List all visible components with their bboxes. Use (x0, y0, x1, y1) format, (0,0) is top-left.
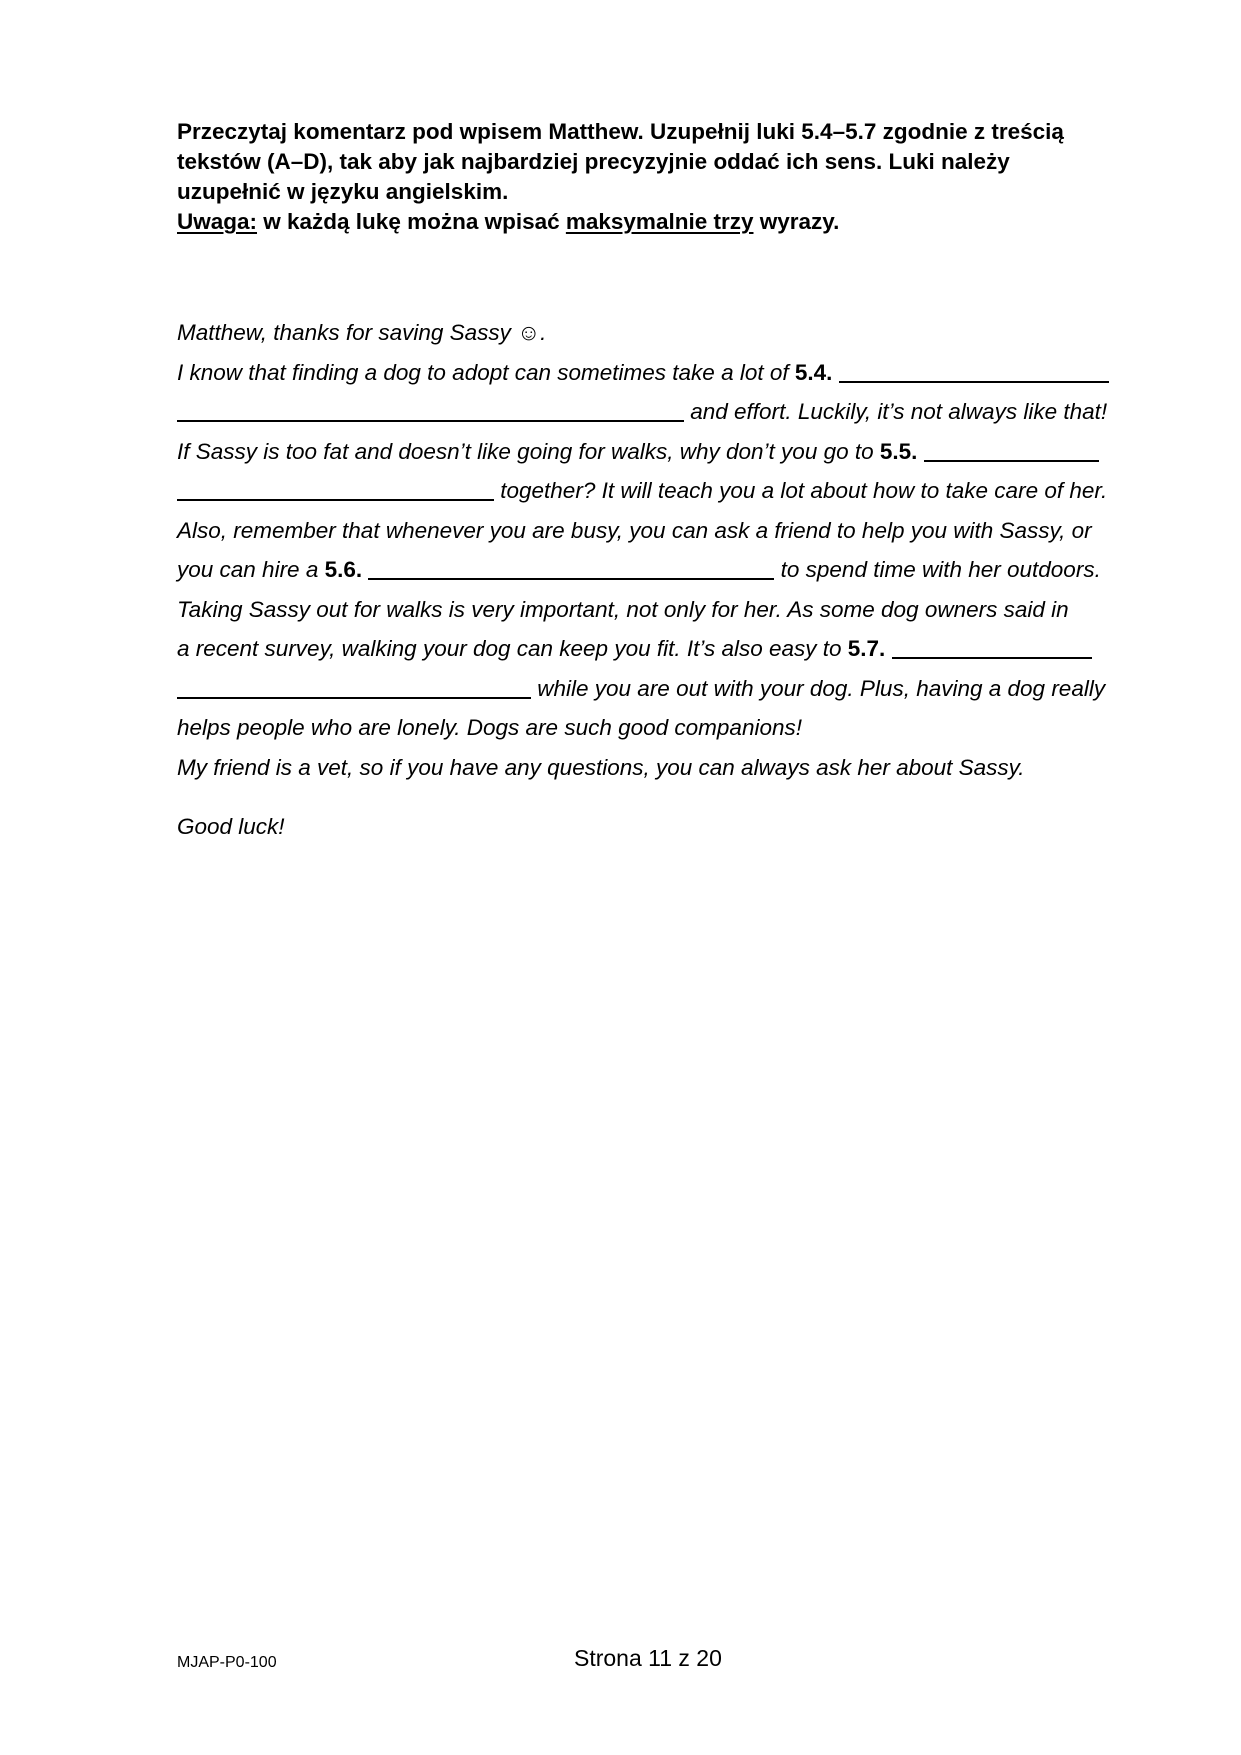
gap-label-5-4: 5.4. (794, 359, 833, 385)
answer-gap-5-7-continued[interactable] (177, 675, 531, 699)
answer-gap-5-6[interactable] (368, 556, 774, 580)
text-segment: If Sassy is too fat and doesn’t like going for walks, why don’t you go to (177, 438, 880, 464)
answer-gap-5-5[interactable] (924, 438, 1099, 462)
note-label: Uwaga: (177, 209, 258, 234)
comment-line (177, 353, 1127, 393)
comment-line (177, 629, 1127, 669)
text-segment: a recent survey, walking your dog can keep you fit. It’s also easy to (177, 636, 848, 661)
answer-gap-5-7[interactable] (892, 635, 1092, 659)
comment-line (177, 550, 1127, 590)
comment-line (177, 471, 1127, 511)
task-instructions (177, 117, 1117, 237)
note-emphasis: maksymalnie trzy (565, 209, 754, 234)
text-segment: to spend time with her outdoors. (774, 557, 1101, 582)
comment-line: helps people who are lonely. Dogs are such good companions! (177, 715, 802, 740)
comment-line: Taking Sassy out for walks is very important, not only for her. As some dog owners said in (177, 596, 1069, 622)
answer-gap-5-5-continued[interactable] (177, 477, 494, 501)
text-segment: you can hire a (177, 557, 325, 582)
text-segment: and effort. Luckily, it’s not always like that! (684, 399, 1108, 424)
text-segment: I know that finding a dog to adopt can sometimes take a lot of (177, 359, 795, 385)
note-text: w każdą lukę można wpisać (257, 209, 566, 234)
comment-signoff: Good luck! (177, 814, 285, 839)
comment-line: My friend is a vet, so if you have any questions, you can always ask her about Sassy. (177, 754, 1025, 780)
gap-label-5-7: 5.7. (847, 636, 886, 661)
comment-line: Also, remember that whenever you are busy, you can ask a friend to help you with Sassy, or (177, 517, 1092, 543)
instruction-note (177, 207, 1117, 237)
text-segment: while you are out with your dog. Plus, having a dog really (531, 675, 1106, 701)
gap-label-5-5: 5.5. (879, 438, 918, 464)
instruction-line: Przeczytaj komentarz pod wpisem Matthew. Uzupełnij luki 5.4–5.7 zgodnie z treścią (177, 119, 1064, 144)
answer-gap-5-4[interactable] (839, 359, 1109, 383)
page-number: Strona 11 z 20 (574, 1645, 722, 1671)
exam-code: MJAP-P0-100 (177, 1654, 277, 1671)
note-text: wyrazy. (753, 209, 840, 234)
text-segment: together? It will teach you a lot about how to take care of her. (494, 478, 1108, 503)
instruction-line: tekstów (A–D), tak aby jak najbardziej precyzyjnie oddać ich sens. Luki należy (177, 149, 1010, 174)
comment-line (177, 392, 1127, 432)
comment-greeting: Matthew, thanks for saving Sassy ☺. (177, 320, 547, 345)
gap-label-5-6: 5.6. (324, 557, 363, 582)
answer-gap-5-4-continued[interactable] (177, 398, 684, 422)
comment-text (177, 313, 1127, 787)
comment-line (177, 669, 1127, 709)
instruction-line: uzupełnić w języku angielskim. (177, 179, 509, 204)
comment-line (177, 432, 1127, 472)
